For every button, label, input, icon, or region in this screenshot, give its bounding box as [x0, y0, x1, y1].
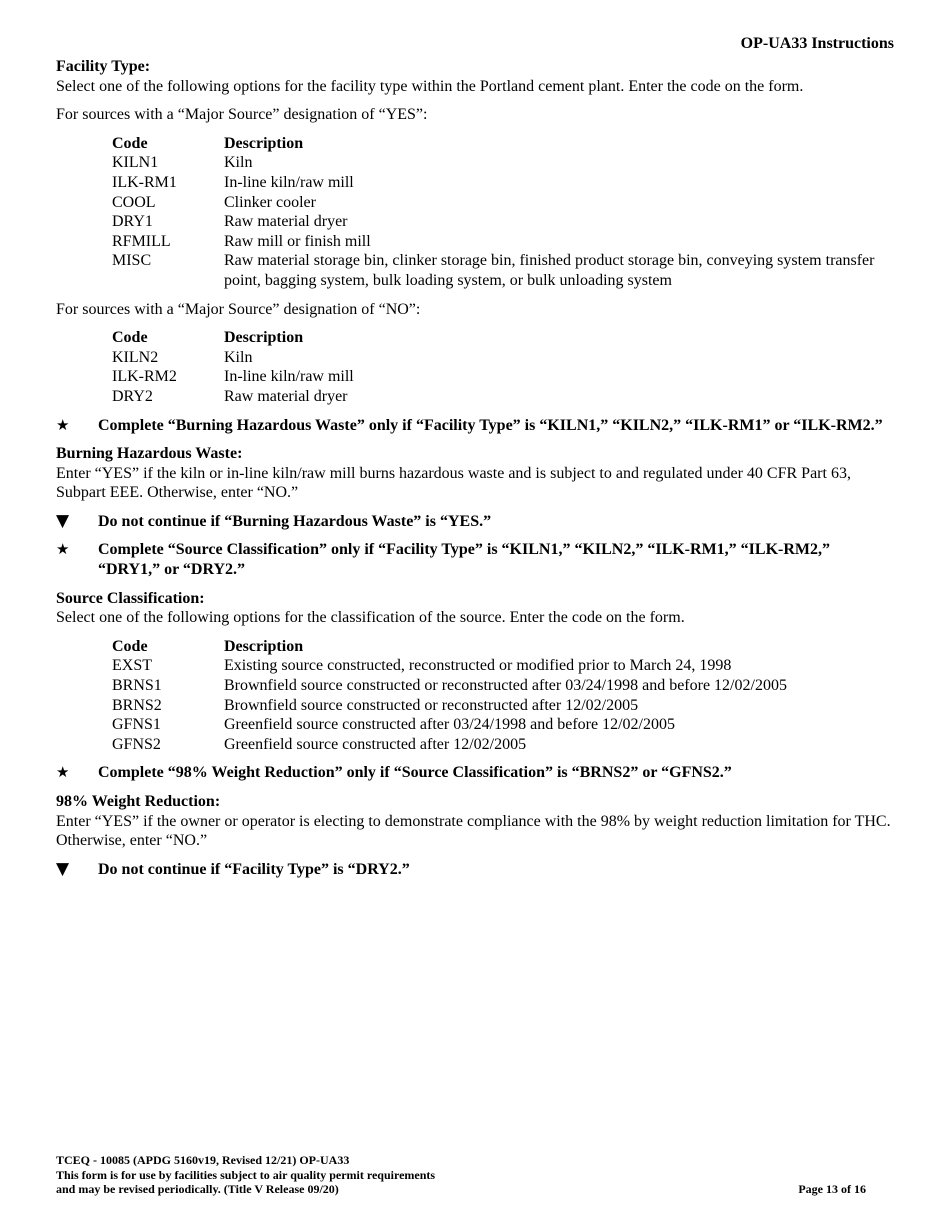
- description-column-header: Description: [224, 134, 304, 152]
- major-no-code-table: [112, 328, 884, 406]
- code-cell: COOL: [112, 193, 156, 211]
- code-column-header: Code: [112, 329, 148, 347]
- weight-reduction-heading: 98% Weight Reduction:: [56, 793, 221, 810]
- description-cell: Brownfield source constructed or reconstructed after 03/24/1998 and before 12/02/2005: [224, 677, 787, 695]
- table-row: [112, 348, 884, 368]
- description-cell: In-line kiln/raw mill: [224, 368, 354, 386]
- description-cell: Raw mill or finish mill: [224, 232, 371, 250]
- code-cell: DRY2: [112, 387, 153, 405]
- burning-hazardous-waste-section: [56, 444, 896, 503]
- code-cell: ILK-RM2: [112, 368, 177, 386]
- triangle-down-icon: ▼: [56, 510, 70, 531]
- instruction-note-weight-reduction: [56, 763, 896, 783]
- code-cell: ILK-RM1: [112, 173, 177, 191]
- footer-usage-note: This form is for use by facilities subject to air quality permit requirements: [56, 1167, 436, 1182]
- table-row: [112, 367, 884, 387]
- source-classification-heading: Source Classification:: [56, 589, 205, 607]
- description-cell: Kiln: [224, 154, 253, 172]
- instruction-note-stop-hazardous: [56, 512, 896, 532]
- source-classification-intro: Select one of the following options for the classification of the source. Enter the code on the form.: [56, 609, 685, 627]
- note-text: Complete “Source Classification” only if “Facility Type” is “KILN1,” “KILN2,” “ILK-RM1,” “ILK-RM2,” “DRY1,” or “DRY2.”: [98, 541, 830, 579]
- table-row: [112, 153, 884, 173]
- instruction-note-burning-waste: [56, 416, 896, 436]
- table-row: [112, 212, 884, 232]
- burning-hazardous-waste-heading: Burning Hazardous Waste:: [56, 445, 243, 463]
- code-cell: BRNS2: [112, 696, 162, 714]
- description-cell: Clinker cooler: [224, 193, 316, 211]
- facility-type-intro: Select one of the following options for the facility type within the Portland cement plant. Enter the code on the form.: [56, 77, 804, 95]
- description-cell: Greenfield source constructed after 03/24/1998 and before 12/02/2005: [224, 716, 675, 734]
- table-row: [112, 656, 884, 676]
- major-yes-code-table: [112, 134, 884, 291]
- table-row: [112, 676, 884, 696]
- note-text: Do not continue if “Facility Type” is “DRY2.”: [98, 860, 410, 878]
- code-column-header: Code: [112, 637, 148, 655]
- description-cell: Existing source constructed, reconstructed or modified prior to March 24, 1998: [224, 657, 732, 675]
- table-header-row: [112, 637, 884, 657]
- table-row: [112, 735, 884, 755]
- description-cell: Raw material storage bin, clinker storage bin, finished product storage bin, conveying system transfer point, bagging system, bulk loading system, or bulk unloading system: [224, 252, 875, 289]
- table-row: [112, 232, 884, 252]
- table-row: [112, 696, 884, 716]
- code-cell: DRY1: [112, 213, 153, 231]
- code-cell: KILN1: [112, 154, 159, 172]
- footer-revision-note: and may be revised periodically. (Title V Release 09/20): [56, 1182, 339, 1196]
- table-row: [112, 251, 884, 290]
- document-body: [56, 57, 896, 888]
- major-yes-label: For sources with a “Major Source” designation of “YES”:: [56, 106, 428, 124]
- table-row: [112, 387, 884, 407]
- description-column-header: Description: [224, 329, 304, 347]
- major-no-label: For sources with a “Major Source” designation of “NO”:: [56, 300, 421, 318]
- code-cell: GFNS2: [112, 735, 161, 753]
- note-text: Complete “Burning Hazardous Waste” only if “Facility Type” is “KILN1,” “KILN2,” “ILK-RM1” or “ILK-RM2.”: [98, 416, 883, 434]
- table-row: [112, 715, 884, 735]
- weight-reduction-section: [56, 792, 896, 851]
- note-text: Complete “98% Weight Reduction” only if “Source Classification” is “BRNS2” or “GFNS2.”: [98, 764, 732, 782]
- star-icon: ★: [56, 540, 70, 559]
- code-column-header: Code: [112, 134, 148, 152]
- facility-type-heading: Facility Type:: [56, 58, 151, 75]
- code-cell: KILN2: [112, 348, 159, 366]
- description-cell: Greenfield source constructed after 12/02/2005: [224, 735, 527, 753]
- footer-form-id: TCEQ - 10085 (APDG 5160v19, Revised 12/21) OP-UA33: [56, 1153, 350, 1167]
- triangle-down-icon: ▼: [56, 858, 70, 879]
- code-cell: GFNS1: [112, 716, 161, 734]
- star-icon: ★: [56, 763, 70, 782]
- table-row: [112, 173, 884, 193]
- table-header-row: [112, 328, 884, 348]
- weight-reduction-body: Enter “YES” if the owner or operator is electing to demonstrate compliance with the 98% by weight reduction limitation for THC. Otherwise, enter “NO.”: [56, 812, 891, 850]
- table-row: [112, 193, 884, 213]
- code-cell: BRNS1: [112, 677, 162, 695]
- instruction-note-source-classification: [56, 540, 896, 579]
- table-header-row: [112, 134, 884, 154]
- source-classification-code-table: [112, 637, 884, 755]
- code-cell: RFMILL: [112, 232, 171, 250]
- page-header-title: OP-UA33 Instructions: [740, 35, 894, 52]
- page-number: Page 13 of 16: [798, 1182, 866, 1196]
- description-cell: Kiln: [224, 348, 253, 366]
- description-column-header: Description: [224, 637, 304, 655]
- description-cell: Raw material dryer: [224, 387, 348, 405]
- description-cell: Brownfield source constructed or reconstructed after 12/02/2005: [224, 696, 639, 714]
- star-icon: ★: [56, 415, 70, 434]
- description-cell: Raw material dryer: [224, 213, 348, 231]
- code-cell: MISC: [112, 252, 152, 270]
- code-cell: EXST: [112, 657, 152, 675]
- instruction-note-stop-dry2: [56, 860, 896, 880]
- page-footer: [56, 1153, 435, 1197]
- burning-hazardous-waste-body: Enter “YES” if the kiln or in-line kiln/raw mill burns hazardous waste and is subject to and regulated under 40 CFR Part 63, Subpart EEE. Otherwise, enter “NO.”: [56, 464, 851, 502]
- note-text: Do not continue if “Burning Hazardous Waste” is “YES.”: [98, 512, 492, 530]
- description-cell: In-line kiln/raw mill: [224, 173, 354, 191]
